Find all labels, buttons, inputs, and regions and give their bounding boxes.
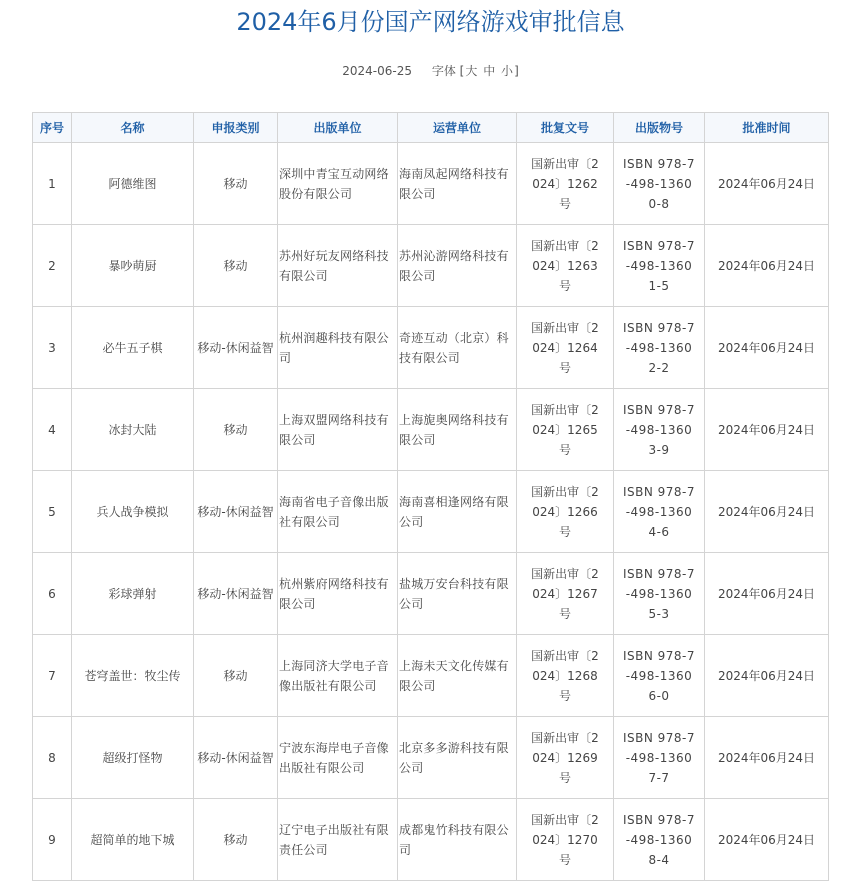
cell-index bbox=[33, 635, 72, 717]
cell-index bbox=[33, 799, 72, 881]
table-row bbox=[33, 471, 829, 553]
cell-publisher bbox=[278, 307, 398, 389]
cell-index-text: 1 bbox=[48, 176, 56, 191]
cell-publisher bbox=[278, 799, 398, 881]
cell-publisher-text: 杭州紫府网络科技有限公司 bbox=[279, 576, 389, 611]
font-size-label: 字体 bbox=[431, 64, 456, 78]
cell-publisher-text: 海南省电子音像出版社有限公司 bbox=[279, 494, 389, 529]
cell-game-name-text: 超级打怪物 bbox=[102, 750, 163, 765]
cell-operator bbox=[398, 471, 517, 553]
col-header-approval-number: 批复文号 bbox=[517, 113, 614, 143]
col-header-publisher: 出版单位 bbox=[278, 113, 398, 143]
cell-isbn bbox=[614, 553, 705, 635]
cell-category bbox=[194, 471, 278, 553]
cell-index bbox=[33, 553, 72, 635]
cell-operator-text: 上海未天文化传媒有限公司 bbox=[399, 658, 509, 693]
col-header-index: 序号 bbox=[33, 113, 72, 143]
cell-approval-date-text: 2024年06月24日 bbox=[717, 668, 816, 683]
cell-isbn bbox=[614, 307, 705, 389]
cell-approval-date bbox=[705, 635, 829, 717]
cell-index bbox=[33, 471, 72, 553]
cell-publisher-text: 上海同济大学电子音像出版社有限公司 bbox=[279, 658, 389, 693]
cell-game-name-text: 必牛五子棋 bbox=[102, 340, 163, 355]
cell-category-text: 移动 bbox=[223, 832, 248, 847]
table-row bbox=[33, 143, 829, 225]
font-size-medium-button[interactable]: 中 bbox=[483, 64, 496, 78]
approval-table bbox=[32, 112, 829, 881]
cell-approval-date-text: 2024年06月24日 bbox=[717, 340, 816, 355]
cell-publisher bbox=[278, 553, 398, 635]
cell-game-name-text: 阿德维图 bbox=[108, 176, 157, 191]
table-row bbox=[33, 717, 829, 799]
cell-approval-date-text: 2024年06月24日 bbox=[717, 586, 816, 601]
cell-approval-date-text: 2024年06月24日 bbox=[717, 832, 816, 847]
cell-category bbox=[194, 225, 278, 307]
cell-index bbox=[33, 307, 72, 389]
cell-game-name-text: 冰封大陆 bbox=[108, 422, 157, 437]
cell-operator-text: 上海旎奥网络科技有限公司 bbox=[399, 412, 509, 447]
cell-game-name bbox=[72, 143, 194, 225]
cell-publisher-text: 苏州好玩友网络科技有限公司 bbox=[279, 248, 389, 283]
cell-game-name bbox=[72, 389, 194, 471]
cell-category-text: 移动-休闲益智 bbox=[197, 586, 274, 601]
cell-isbn bbox=[614, 225, 705, 307]
cell-category bbox=[194, 717, 278, 799]
cell-category bbox=[194, 143, 278, 225]
table-row bbox=[33, 225, 829, 307]
cell-operator bbox=[398, 225, 517, 307]
cell-isbn-text: ISBN 978-7-498-13602-2 bbox=[622, 320, 696, 375]
cell-game-name bbox=[72, 225, 194, 307]
cell-index-text: 5 bbox=[48, 504, 56, 519]
cell-operator bbox=[398, 307, 517, 389]
cell-isbn bbox=[614, 471, 705, 553]
table-row bbox=[33, 307, 829, 389]
cell-isbn-text: ISBN 978-7-498-13606-0 bbox=[622, 648, 696, 703]
col-header-operator: 运营单位 bbox=[398, 113, 517, 143]
cell-game-name-text: 兵人战争模拟 bbox=[96, 504, 169, 519]
cell-operator-text: 苏州沁游网络科技有限公司 bbox=[399, 248, 509, 283]
cell-approval-number bbox=[517, 553, 614, 635]
cell-operator-text: 奇迹互动（北京）科技有限公司 bbox=[399, 330, 509, 365]
cell-isbn-text: ISBN 978-7-498-13601-5 bbox=[622, 238, 696, 293]
cell-approval-date bbox=[705, 307, 829, 389]
cell-category bbox=[194, 307, 278, 389]
cell-index bbox=[33, 717, 72, 799]
col-header-name: 名称 bbox=[72, 113, 194, 143]
table-row bbox=[33, 799, 829, 881]
cell-isbn-text: ISBN 978-7-498-13605-3 bbox=[622, 566, 696, 621]
cell-game-name bbox=[72, 553, 194, 635]
cell-approval-number bbox=[517, 799, 614, 881]
cell-approval-number-text: 国新出审〔2024〕1263号 bbox=[531, 238, 599, 293]
cell-operator-text: 成都鬼竹科技有限公司 bbox=[399, 822, 509, 857]
table-row bbox=[33, 389, 829, 471]
cell-index-text: 7 bbox=[48, 668, 56, 683]
cell-approval-date-text: 2024年06月24日 bbox=[717, 422, 816, 437]
cell-operator bbox=[398, 143, 517, 225]
cell-publisher bbox=[278, 635, 398, 717]
cell-category-text: 移动 bbox=[223, 422, 248, 437]
cell-category-text: 移动-休闲益智 bbox=[197, 750, 274, 765]
cell-index bbox=[33, 143, 72, 225]
cell-isbn bbox=[614, 635, 705, 717]
cell-category-text: 移动-休闲益智 bbox=[197, 340, 274, 355]
page-title: 2024年6月份国产网络游戏审批信息 bbox=[236, 8, 625, 36]
cell-approval-number bbox=[517, 635, 614, 717]
cell-approval-number bbox=[517, 143, 614, 225]
cell-approval-number bbox=[517, 307, 614, 389]
cell-approval-date-text: 2024年06月24日 bbox=[717, 258, 816, 273]
font-size-bracket-close: ] bbox=[514, 64, 519, 78]
cell-operator bbox=[398, 553, 517, 635]
cell-category bbox=[194, 799, 278, 881]
cell-category-text: 移动 bbox=[223, 176, 248, 191]
cell-index-text: 6 bbox=[48, 586, 56, 601]
cell-game-name bbox=[72, 471, 194, 553]
cell-isbn-text: ISBN 978-7-498-13603-9 bbox=[622, 402, 696, 457]
cell-publisher-text: 深圳中青宝互动网络股份有限公司 bbox=[279, 166, 389, 201]
cell-game-name bbox=[72, 717, 194, 799]
cell-approval-number-text: 国新出审〔2024〕1270号 bbox=[531, 812, 599, 867]
font-size-small-button[interactable]: 小 bbox=[501, 64, 514, 78]
cell-approval-date bbox=[705, 553, 829, 635]
cell-category bbox=[194, 389, 278, 471]
cell-publisher bbox=[278, 143, 398, 225]
cell-publisher-text: 杭州润趣科技有限公司 bbox=[279, 330, 389, 365]
cell-approval-date bbox=[705, 799, 829, 881]
font-size-bracket-open: [ bbox=[459, 64, 465, 78]
cell-game-name bbox=[72, 635, 194, 717]
cell-approval-date bbox=[705, 225, 829, 307]
cell-operator-text: 盐城万安台科技有限公司 bbox=[399, 576, 509, 611]
cell-operator bbox=[398, 389, 517, 471]
publish-date: 2024-06-25 bbox=[342, 64, 412, 78]
cell-index-text: 2 bbox=[48, 258, 56, 273]
article-meta bbox=[0, 62, 861, 80]
cell-isbn-text: ISBN 978-7-498-13604-6 bbox=[622, 484, 696, 539]
cell-approval-date bbox=[705, 471, 829, 553]
cell-publisher bbox=[278, 471, 398, 553]
table-row bbox=[33, 553, 829, 635]
cell-index-text: 8 bbox=[48, 750, 56, 765]
cell-category-text: 移动 bbox=[223, 668, 248, 683]
cell-operator bbox=[398, 635, 517, 717]
cell-category-text: 移动-休闲益智 bbox=[197, 504, 274, 519]
cell-approval-date bbox=[705, 717, 829, 799]
cell-approval-number-text: 国新出审〔2024〕1262号 bbox=[531, 156, 599, 211]
cell-approval-number-text: 国新出审〔2024〕1268号 bbox=[531, 648, 599, 703]
cell-operator bbox=[398, 717, 517, 799]
cell-approval-date bbox=[705, 389, 829, 471]
cell-category bbox=[194, 553, 278, 635]
cell-isbn bbox=[614, 799, 705, 881]
cell-operator-text: 北京多多游科技有限公司 bbox=[399, 740, 509, 775]
cell-approval-number-text: 国新出审〔2024〕1265号 bbox=[531, 402, 599, 457]
font-size-large-button[interactable]: 大 bbox=[465, 64, 478, 78]
cell-game-name bbox=[72, 307, 194, 389]
col-header-isbn: 出版物号 bbox=[614, 113, 705, 143]
cell-operator-text: 海南喜相逢网络有限公司 bbox=[399, 494, 509, 529]
cell-game-name bbox=[72, 799, 194, 881]
cell-game-name-text: 苍穹盖世：牧尘传 bbox=[84, 668, 181, 683]
cell-category-text: 移动 bbox=[223, 258, 248, 273]
table-row bbox=[33, 635, 829, 717]
table-body bbox=[33, 143, 829, 881]
cell-publisher bbox=[278, 389, 398, 471]
cell-approval-date bbox=[705, 143, 829, 225]
cell-index-text: 4 bbox=[48, 422, 56, 437]
table-header-row bbox=[33, 113, 829, 143]
cell-operator-text: 海南凤起网络科技有限公司 bbox=[399, 166, 509, 201]
cell-game-name-text: 超简单的地下城 bbox=[90, 832, 175, 847]
cell-isbn bbox=[614, 143, 705, 225]
cell-approval-number-text: 国新出审〔2024〕1267号 bbox=[531, 566, 599, 621]
cell-approval-number bbox=[517, 471, 614, 553]
cell-isbn-text: ISBN 978-7-498-13600-8 bbox=[622, 156, 696, 211]
cell-approval-number bbox=[517, 389, 614, 471]
cell-isbn-text: ISBN 978-7-498-13608-4 bbox=[622, 812, 696, 867]
cell-isbn bbox=[614, 389, 705, 471]
cell-approval-number-text: 国新出审〔2024〕1266号 bbox=[531, 484, 599, 539]
cell-game-name-text: 暴吵萌厨 bbox=[108, 258, 157, 273]
cell-publisher-text: 辽宁电子出版社有限责任公司 bbox=[279, 822, 389, 857]
cell-publisher-text: 上海双盟网络科技有限公司 bbox=[279, 412, 389, 447]
cell-isbn-text: ISBN 978-7-498-13607-7 bbox=[622, 730, 696, 785]
col-header-category: 申报类别 bbox=[194, 113, 278, 143]
cell-publisher bbox=[278, 225, 398, 307]
cell-isbn bbox=[614, 717, 705, 799]
cell-game-name-text: 彩球弹射 bbox=[108, 586, 157, 601]
cell-index-text: 3 bbox=[48, 340, 56, 355]
cell-approval-number-text: 国新出审〔2024〕1269号 bbox=[531, 730, 599, 785]
cell-approval-date-text: 2024年06月24日 bbox=[717, 176, 816, 191]
cell-approval-number bbox=[517, 225, 614, 307]
cell-approval-number-text: 国新出审〔2024〕1264号 bbox=[531, 320, 599, 375]
cell-index bbox=[33, 389, 72, 471]
col-header-approval-date: 批准时间 bbox=[705, 113, 829, 143]
cell-publisher bbox=[278, 717, 398, 799]
cell-index-text: 9 bbox=[48, 832, 56, 847]
cell-operator bbox=[398, 799, 517, 881]
cell-category bbox=[194, 635, 278, 717]
cell-approval-number bbox=[517, 717, 614, 799]
cell-index bbox=[33, 225, 72, 307]
cell-publisher-text: 宁波东海岸电子音像出版社有限公司 bbox=[279, 740, 389, 775]
cell-approval-date-text: 2024年06月24日 bbox=[717, 504, 816, 519]
cell-approval-date-text: 2024年06月24日 bbox=[717, 750, 816, 765]
